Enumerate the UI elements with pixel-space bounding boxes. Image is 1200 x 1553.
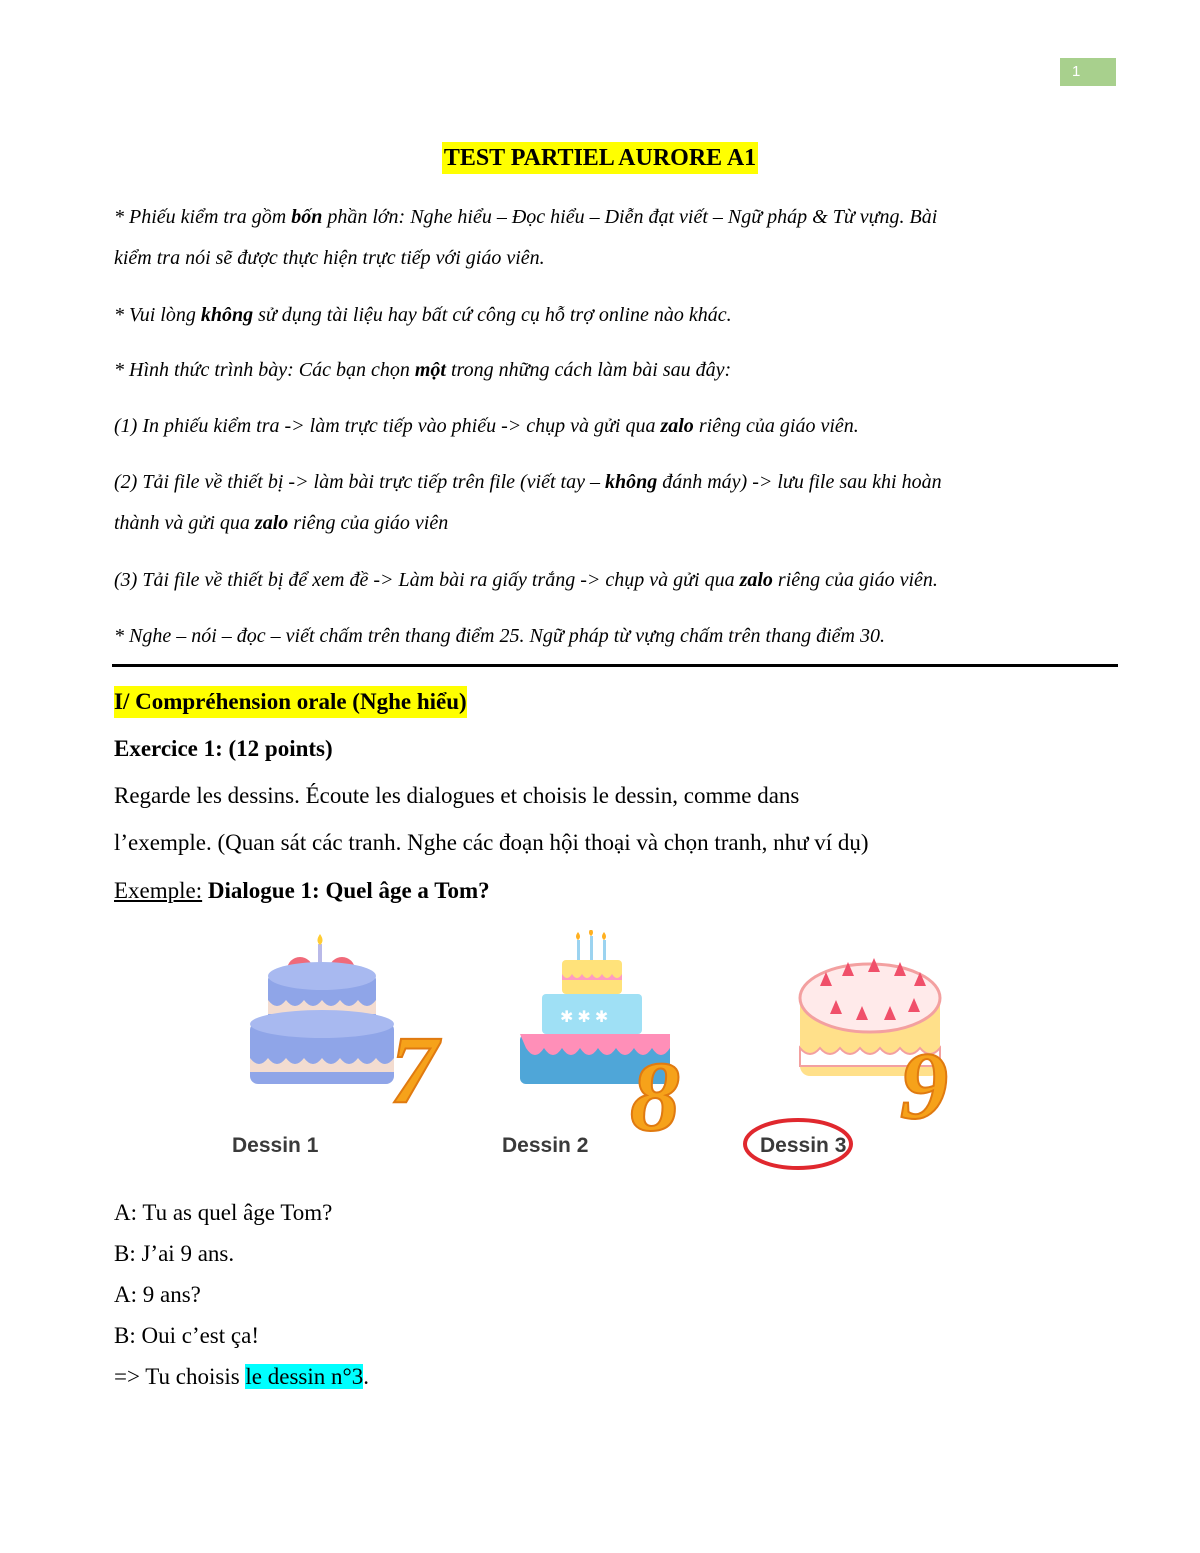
dessin-2-label: Dessin 2 — [502, 1134, 589, 1157]
emphasis: một — [414, 359, 446, 381]
emphasis: zalo — [739, 569, 773, 591]
text: (3) Tải file về thiết bị để xem đề -> Làm bài ra giấy trắng -> chụp và gửi qua — [114, 569, 740, 591]
text: thành và gửi qua — [114, 512, 255, 534]
emphasis: zalo — [660, 415, 694, 437]
answer-prefix: => Tu choisis — [114, 1364, 246, 1389]
dialogue-line-4: B: Oui c’est ça! — [114, 1323, 259, 1348]
cake-1-icon — [250, 934, 394, 1084]
instruction-line-2: kiểm tra nói sẽ được thực hiện trực tiếp với giáo viên. — [114, 247, 545, 269]
instruction-line-3 — [114, 295, 1114, 336]
drawings-figure — [220, 930, 980, 1180]
section-heading: I/ Compréhension orale (Nghe hiểu) — [114, 686, 467, 718]
emphasis: không — [200, 304, 254, 326]
answer-highlight: le dessin n°3 — [245, 1364, 364, 1389]
dialogue-line-1: A: Tu as quel âge Tom? — [114, 1200, 333, 1225]
dessin-1-label: Dessin 1 — [232, 1134, 319, 1157]
emphasis: không — [604, 471, 658, 493]
text: riêng của giáo viên. — [693, 415, 859, 437]
emphasis: bốn — [291, 206, 323, 228]
cake-3-number: 9 — [900, 1032, 948, 1139]
text: (1) In phiếu kiểm tra -> làm trực tiếp vào phiếu -> chụp và gửi qua — [114, 415, 661, 437]
text: sử dụng tài liệu hay bất cứ công cụ hỗ trợ online nào khác. — [253, 304, 732, 326]
emphasis: zalo — [254, 512, 289, 534]
drawings-svg — [220, 930, 980, 1180]
instruction-line-5 — [114, 406, 1114, 447]
text: * Hình thức trình bày: Các bạn chọn — [114, 359, 415, 381]
instruction-line-4 — [114, 350, 1114, 391]
text: phần lớn: Nghe hiểu – Đọc hiểu – Diễn đạt viết – Ngữ pháp & Từ vựng. Bài — [322, 206, 938, 228]
text: * Vui lòng — [114, 304, 201, 326]
dialogue-line-2: B: J’ai 9 ans. — [114, 1241, 235, 1266]
instruction-line-8 — [114, 560, 1114, 601]
text: (2) Tải file về thiết bị -> làm bài trực tiếp trên file (viết tay – — [114, 471, 605, 493]
text: riêng của giáo viên. — [772, 569, 938, 591]
page-number: 1 — [1060, 58, 1116, 86]
exercise-instruction-1: Regarde les dessins. Écoute les dialogues et choisis le dessin, comme dans — [114, 783, 800, 808]
instruction-line-6 — [114, 462, 1114, 503]
title-block — [0, 142, 1200, 174]
text: đánh máy) -> lưu file sau khi hoàn — [657, 471, 942, 493]
example-title: Dialogue 1: Quel âge a Tom? — [202, 878, 490, 903]
example-label: Exemple: — [114, 878, 203, 903]
dessin-3-label: Dessin 3 — [760, 1134, 847, 1157]
answer-line — [114, 1361, 369, 1393]
exercise-instruction-2: l’exemple. (Quan sát các tranh. Nghe các đoạn hội thoại và chọn tranh, như ví dụ) — [114, 830, 869, 855]
svg-text:✱ ✱ ✱: ✱ ✱ ✱ — [560, 1009, 609, 1026]
instruction-line-1 — [114, 197, 1114, 238]
instruction-line-9: * Nghe – nói – đọc – viết chấm trên thang điểm 25. Ngữ pháp từ vựng chấm trên thang điểm 30. — [114, 625, 885, 647]
text: * Phiếu kiểm tra gồm — [114, 206, 292, 228]
answer-suffix: . — [363, 1364, 369, 1389]
example-line — [114, 875, 490, 907]
text: trong những cách làm bài sau đây: — [446, 359, 732, 381]
document-title: TEST PARTIEL AURORE A1 — [442, 142, 758, 174]
dialogue-line-3: A: 9 ans? — [114, 1282, 201, 1307]
instruction-line-7 — [114, 503, 1114, 544]
cake-1-number: 7 — [390, 1016, 438, 1123]
exercise-heading: Exercice 1: (12 points) — [114, 736, 333, 761]
cake-2-number: 8 — [630, 1041, 680, 1152]
text: riêng của giáo viên — [288, 512, 449, 534]
divider-rule — [112, 664, 1118, 667]
